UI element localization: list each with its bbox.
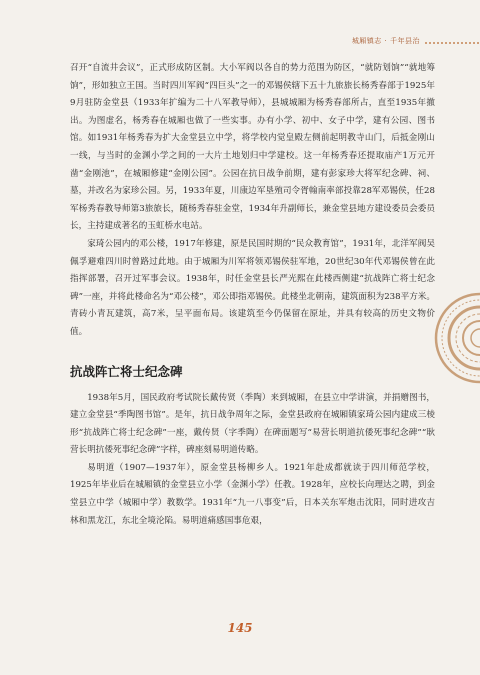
page-number: 145: [227, 621, 253, 635]
section-heading: 抗战阵亡将士纪念碑: [70, 363, 183, 379]
running-header: [0, 36, 480, 50]
header-title: 城厢镇志 · 千年县治: [351, 37, 420, 45]
body-paragraph: 家琦公园内的邓公楼，1917年修建，原是民国时期的“民众教育馆”，1931年，北洋军阀吴佩孚避难四川时曾路过此地。由于城厢为川军将领邓锡侯驻军地，20世纪30年代邓锡侯曾在此指挥部署，召开过军事会议。1938年，时任金堂县长严光熙在此楼西侧建“抗战阵亡将士纪念碑”一座，并将此楼命名为“邓公楼”，邓公即指邓锡侯。此楼坐北朝南，建筑面积为238平方米。青砖小青瓦建筑，高7米，呈平面布局。该建筑至今仍保留在原址，并具有较高的历史文物价值。: [70, 238, 435, 337]
body-paragraph: 易明道（1907—1937年），原金堂县杨柳乡人。1921年赴成都就读于四川师范学校，1925年毕业后在城厢镇的金堂县立小学（金渊小学）任教。1928年，应校长向理达之聘，到金堂县立中学（城厢中学）教数学。1931年“九一八事变”后，日本关东军炮击沈阳，同时进攻吉林和黑龙江，东北全境沦陷。易明道痛感国事危艰，: [70, 462, 435, 526]
decorative-seal-icon: [434, 292, 480, 384]
header-dotted-rule: [424, 42, 480, 44]
body-paragraph: 召开“自流井会议”，正式形成防区制。大小军阀以各自的势力范围为防区，“就防划饷”“就地筹饷”，形如独立王国。当时四川军阀“四巨头”之一的邓锡侯辖下五十九旅旅长杨秀春部于1925年9月驻防金堂县（1933年扩编为二十八军教导师），县城城厢为杨秀春部所占，直至1935年撤出。为图虚名，杨秀春在城厢也做了一些实事。办有小学、初中、女子中学，建有公园、图书馆。如1931年杨秀春为扩大金堂县立中学，将学校内觉皇殿左侧前起明教寺山门，后抵金刚山一线，与当时的金渊小学之间的一大片土地划归中学建校。这一年杨秀春还提取庙产1万元开凿“金刚池”，在城厢修建“金刚公园”。公园在抗日战争前期，建有彭家珍大将军纪念碑、祠、墓，并改名为家珍公园。另，1933年夏，川康边军垦殖司令胥翰南率部投靠28军邓锡侯，任28军杨秀春教导师第3旅旅长，随杨秀春驻金堂，1934年升副师长，兼金堂县地方建设委员会委员长，主持建成著名的玉虹桥水电站。: [70, 63, 435, 232]
body-paragraph: 1938年5月，国民政府考试院长戴传贤（季陶）来到城厢，在县立中学讲演，并捐赠图书，建立金堂县“季陶图书馆”。是年，抗日战争周年之际，金堂县政府在城厢镇家琦公园内建成三棱形“抗战阵亡将士纪念碑”一座，戴传贤（字季陶）在碑面题写“易营长明道抗倭死事纪念碑”“耿营长明抗倭死事纪念碑”字样，碑座刻易明道传略。: [70, 392, 435, 456]
page-body: [70, 60, 435, 530]
